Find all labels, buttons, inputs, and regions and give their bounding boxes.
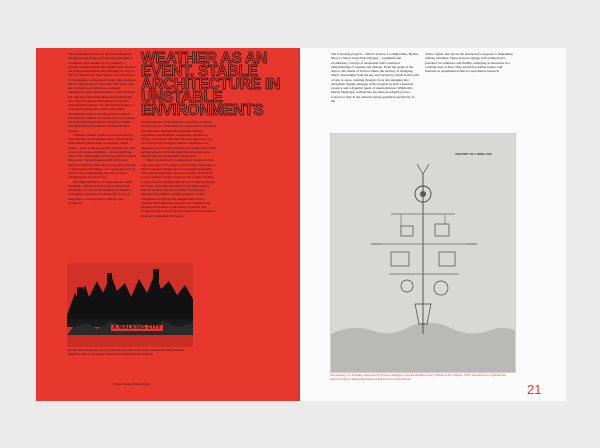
- left-column-1: [68, 52, 136, 257]
- walking-city-photo: [67, 263, 193, 347]
- paragraph: al interventions act as mediators and offer solutions through precise calibration and collaboration with their environments, dynamically adjusting through regulation, enhancement, attenuation, rejection or energy conversion? Through this new approach, can we leverage the changing climatic conditions as a departure point for the production of architecture while simultaneously acknowledging the landscape as an integral agent in architectural discourse?: [141, 120, 216, 158]
- drawing-caption: The Anatomy of a Dwelling: Illustration by François Dallegret to Reyner Banham's essay 'A Home is Not a House', 1965: The home as an organism that supports living by integrating modern technical services and functions: [330, 373, 507, 381]
- book-spine: [298, 48, 302, 401]
- paragraph: The unpredictability of these climatic shifts demands a departure from static architectural paradigms. It calls for the potential of adaptive and highly responsive structures that focus on temporality as a response to change. Can architectur-: [68, 179, 133, 205]
- paragraph: The following projects – Wind Catchers, La Ombrellina, Hydria, Moor to Shore and A Fish Odyssey – synthesize the evolutionary concept of adaptation with a nuanced understanding of weather and climate. From the peaks of the Alps to the basins of Ticino's lakes, the territory is changing. Water, descending from the sky and carried by winds in the form of rain or snow, winding through rivers and plunging into subaquatic depths, emerges in the projects as both a material resource and a dynamic agent of transformation. Within this kinetic landscape, architecture becomes an adaptive force – rooted not only in the cultural and geographical specificity of the: [331, 52, 419, 103]
- left-column-2: [141, 120, 216, 258]
- paragraph: Extreme weather events are characterized by their transient, and volatile nature, often leaving little time for preparation or response. These events – such as intense storms, flash floods, heat waves and sudden snowfalls – pose significant risks to the communities and ecosystems in which they occur. The suddenness with which they manifest amplifies their threat, frequently leading to infrastructural damage, loss of property and, in severe cases, endangering the lives of those inhabiting the affected areas.: [68, 132, 136, 180]
- right-column-2: [425, 52, 514, 130]
- article-headline: WEATHER AS AN EVENT. STABLE ARCHITECTURE IN UNSTABLE ENVIRONMENTS: [141, 50, 281, 119]
- paragraph: Thöni, Switzerland's southernmost canton and the only one south of the Alps, is particularly vulnerable to abrupt weather changes due to its unique geography. This region frequently experiences some of the most severe extreme weather events in the country, making it a key area for studying the effects of climate change. In Ticino, these impacts are felt even more acutely, with an increase in heavy rainfall, flooding and unpredictable shifts to weather patterns. Ticino Temporale, the title of the design studio for the Autumn 2023 semester, explored how architectural designs could adapt to the region's dynamic and changing climate and proposed innovative solutions to these environmental challenges.: [141, 158, 216, 218]
- author-credit: Tiziano Derme, Manuel Pallua: [113, 382, 150, 386]
- photo-sign-text: A WALKING CITY: [113, 325, 162, 331]
- photo-caption: Ron Herron's Walking City concept (Cities Moving, New York, 1964): Autonomous living structures designed to adapt to and engage with their surroundings and the landscape: [67, 348, 184, 356]
- page-number: 21: [527, 382, 542, 397]
- paragraph: The accelerated process of global warming has disrupted seasonal growth patterns, atmospheric conditions, and weather cycles, leading to extreme weather events that significantly threaten our living environment and challenge our way of life. In Switzerland, these effects are exacerbated by the presence of mountain ranges that dominate much of the country's landscape. The Swiss Alps are a collection of delicate ecosystems undergoing rapid transformations. These changes not only alter their immediate surroundings but also affect landscapes that extend far beyond Switzerland's borders. The interconnectedness of ecosystems means that shifts in the alpine environment, such as melting glaciers, altered precipitation patterns and biodiversity loss, ripple outward, affecting broader ecological, climatic and hydrological systems in Switzerland and Europe.: [68, 52, 136, 133]
- anatomy-of-dwelling-drawing: [331, 134, 515, 372]
- right-column-1: [331, 52, 419, 130]
- paragraph: Ticino region, but also in the anticipatory response to impending climate extremes. These projects engage with architecture's potential for resilience and fluidity, emerging as structures in a constant state of flux. They envision possible futures and function as experimental sites for speculative research.: [425, 52, 513, 73]
- drawing-title: ANATOMY OF A DWELLING: [455, 152, 492, 156]
- walking-city-illustration: [67, 263, 193, 347]
- anatomy-drawing-plate: [330, 133, 516, 373]
